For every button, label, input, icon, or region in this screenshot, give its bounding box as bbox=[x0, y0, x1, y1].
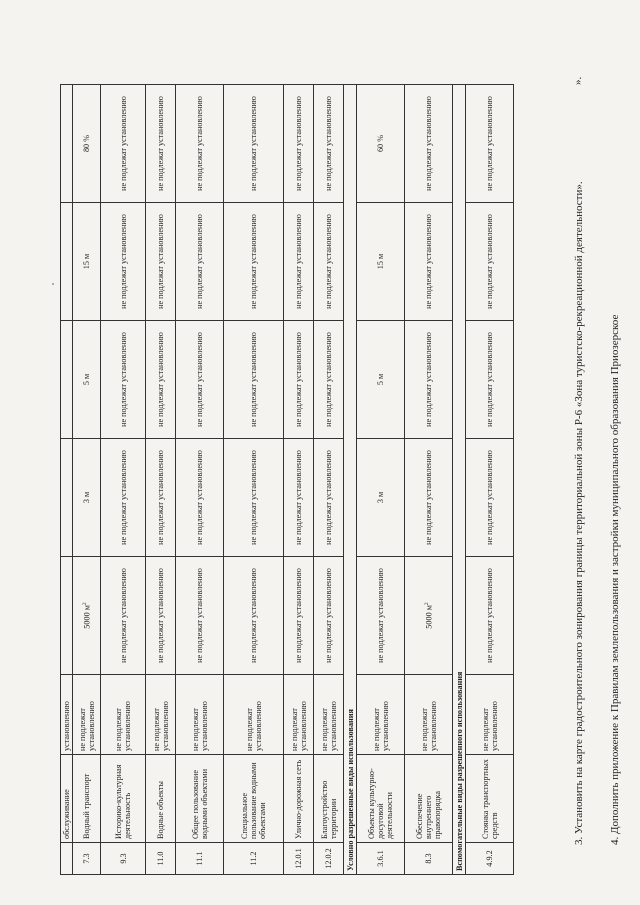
row-cell bbox=[61, 321, 73, 439]
row-cell: 80 % bbox=[73, 85, 101, 203]
row-cell: 3 м bbox=[357, 439, 405, 557]
table-row bbox=[176, 85, 224, 875]
section-title: Условно разрешенные виды использования bbox=[344, 85, 357, 875]
row-name: Благоустройство территории bbox=[314, 755, 344, 843]
row-cell: не подлежат установлению bbox=[146, 203, 176, 321]
row-cell: не подлежат установлению bbox=[224, 85, 284, 203]
row-cell: не подлежат установлению bbox=[224, 557, 284, 675]
row-code: 8.3 bbox=[405, 843, 453, 875]
row-cell: не подлежат установлению bbox=[405, 675, 453, 755]
row-code: 12.0.2 bbox=[314, 843, 344, 875]
row-cell: не подлежат установлению bbox=[314, 85, 344, 203]
scan-speck bbox=[52, 283, 54, 285]
row-name: Историко-культурная деятельность bbox=[101, 755, 146, 843]
row-name: Водные объекты bbox=[146, 755, 176, 843]
row-cell: не подлежат установлению bbox=[466, 557, 514, 675]
row-cell: не подлежат установлению bbox=[101, 675, 146, 755]
land-use-table bbox=[60, 84, 514, 875]
row-cell bbox=[61, 557, 73, 675]
table-row bbox=[466, 85, 514, 875]
row-cell: не подлежат установлению bbox=[314, 321, 344, 439]
row-cell: не подлежат установлению bbox=[314, 675, 344, 755]
row-cell: не подлежат установлению bbox=[357, 557, 405, 675]
row-cell: не подлежат установлению bbox=[466, 675, 514, 755]
row-name: Водный транспорт bbox=[73, 755, 101, 843]
row-code: 4.9.2 bbox=[466, 843, 514, 875]
section-title: Вспомогательные виды разрешенного использования bbox=[453, 85, 466, 875]
row-cell: установлению bbox=[61, 675, 73, 755]
row-cell: не подлежат установлению bbox=[101, 85, 146, 203]
row-cell: не подлежат установлению bbox=[466, 321, 514, 439]
table-row bbox=[357, 85, 405, 875]
row-cell: не подлежат установлению bbox=[224, 675, 284, 755]
row-cell bbox=[405, 557, 453, 675]
row-cell: не подлежат установлению bbox=[284, 85, 314, 203]
table-row bbox=[314, 85, 344, 875]
row-name: Общее пользование водными объектами bbox=[176, 755, 224, 843]
paragraph-3: 3. Установить на карте градостроительного зонирования границы территориальной зоны Р-6 «Зона туристско-рекреационной деятельности». bbox=[573, 181, 585, 845]
row-code: 11.2 bbox=[224, 843, 284, 875]
row-cell bbox=[61, 85, 73, 203]
row-cell: не подлежат установлению bbox=[224, 203, 284, 321]
row-cell: 5 м bbox=[73, 321, 101, 439]
table-row bbox=[405, 85, 453, 875]
row-cell: не подлежат установлению bbox=[284, 675, 314, 755]
row-cell: не подлежат установлению bbox=[146, 85, 176, 203]
row-cell: 15 м bbox=[357, 203, 405, 321]
table-section-row bbox=[453, 85, 466, 875]
row-code: 9.3 bbox=[101, 843, 146, 875]
row-cell: не подлежат установлению bbox=[405, 321, 453, 439]
row-name: Объекты культурно-досуговой деятельности bbox=[357, 755, 405, 843]
closing-quote: ». bbox=[572, 76, 584, 85]
row-cell: не подлежат установлению bbox=[146, 557, 176, 675]
row-cell: не подлежат установлению bbox=[101, 321, 146, 439]
row-cell: 3 м bbox=[73, 439, 101, 557]
row-cell: не подлежат установлению bbox=[146, 675, 176, 755]
row-cell: не подлежат установлению bbox=[357, 675, 405, 755]
row-cell: не подлежат установлению bbox=[466, 203, 514, 321]
row-cell: не подлежат установлению bbox=[101, 439, 146, 557]
row-cell: не подлежат установлению bbox=[146, 439, 176, 557]
row-cell: не подлежат установлению bbox=[176, 85, 224, 203]
unit-exponent: 2 bbox=[81, 602, 88, 606]
row-name: Обеспечение внутреннего правопорядка bbox=[405, 755, 453, 843]
table-row bbox=[73, 85, 101, 875]
row-cell: не подлежат установлению bbox=[176, 203, 224, 321]
cell-value: 5000 м bbox=[424, 605, 434, 629]
row-cell: не подлежат установлению bbox=[466, 85, 514, 203]
row-name: Специальное пользование водными объектами bbox=[224, 755, 284, 843]
row-cell: не подлежат установлению bbox=[284, 557, 314, 675]
row-cell: не подлежат установлению bbox=[101, 557, 146, 675]
unit-exponent: 2 bbox=[423, 602, 430, 606]
row-cell: не подлежат установлению bbox=[176, 675, 224, 755]
row-code: 11.1 bbox=[176, 843, 224, 875]
table-section-row bbox=[344, 85, 357, 875]
row-code: 7.3 bbox=[73, 843, 101, 875]
table-row bbox=[284, 85, 314, 875]
row-cell: не подлежат установлению bbox=[405, 203, 453, 321]
row-cell: не подлежат установлению bbox=[73, 675, 101, 755]
table-row bbox=[61, 85, 73, 875]
row-code: 12.0.1 bbox=[284, 843, 314, 875]
row-cell: 60 % bbox=[357, 85, 405, 203]
table-row bbox=[101, 85, 146, 875]
row-cell: не подлежат установлению bbox=[284, 203, 314, 321]
row-cell: не подлежат установлению bbox=[405, 85, 453, 203]
row-cell: не подлежат установлению bbox=[101, 203, 146, 321]
row-cell: не подлежат установлению bbox=[284, 321, 314, 439]
row-cell: 5 м bbox=[357, 321, 405, 439]
row-cell: не подлежат установлению bbox=[314, 557, 344, 675]
row-code: 3.6.1 bbox=[357, 843, 405, 875]
paragraph-4: 4. Дополнить приложение к Правилам землепользования и застройки муниципального образования Приозерское bbox=[609, 314, 621, 845]
row-cell bbox=[61, 439, 73, 557]
row-cell: не подлежат установлению bbox=[224, 321, 284, 439]
row-cell: не подлежат установлению bbox=[224, 439, 284, 557]
row-cell: не подлежат установлению bbox=[284, 439, 314, 557]
cell-value: 5000 м bbox=[82, 605, 92, 629]
row-cell: не подлежат установлению bbox=[314, 439, 344, 557]
row-cell: не подлежат установлению bbox=[146, 321, 176, 439]
row-name: обслуживание bbox=[61, 755, 73, 843]
row-cell bbox=[61, 203, 73, 321]
row-cell: 15 м bbox=[73, 203, 101, 321]
row-cell: не подлежат установлению bbox=[176, 439, 224, 557]
row-cell: не подлежат установлению bbox=[176, 321, 224, 439]
row-cell bbox=[73, 557, 101, 675]
row-name: Стоянка транспортных средств bbox=[466, 755, 514, 843]
row-name: Улично-дорожная сеть bbox=[284, 755, 314, 843]
row-cell: не подлежат установлению bbox=[314, 203, 344, 321]
row-cell: не подлежат установлению bbox=[405, 439, 453, 557]
row-code bbox=[61, 843, 73, 875]
row-code: 11.0 bbox=[146, 843, 176, 875]
table-row bbox=[146, 85, 176, 875]
table-row bbox=[224, 85, 284, 875]
row-cell: не подлежат установлению bbox=[176, 557, 224, 675]
row-cell: не подлежат установлению bbox=[466, 439, 514, 557]
